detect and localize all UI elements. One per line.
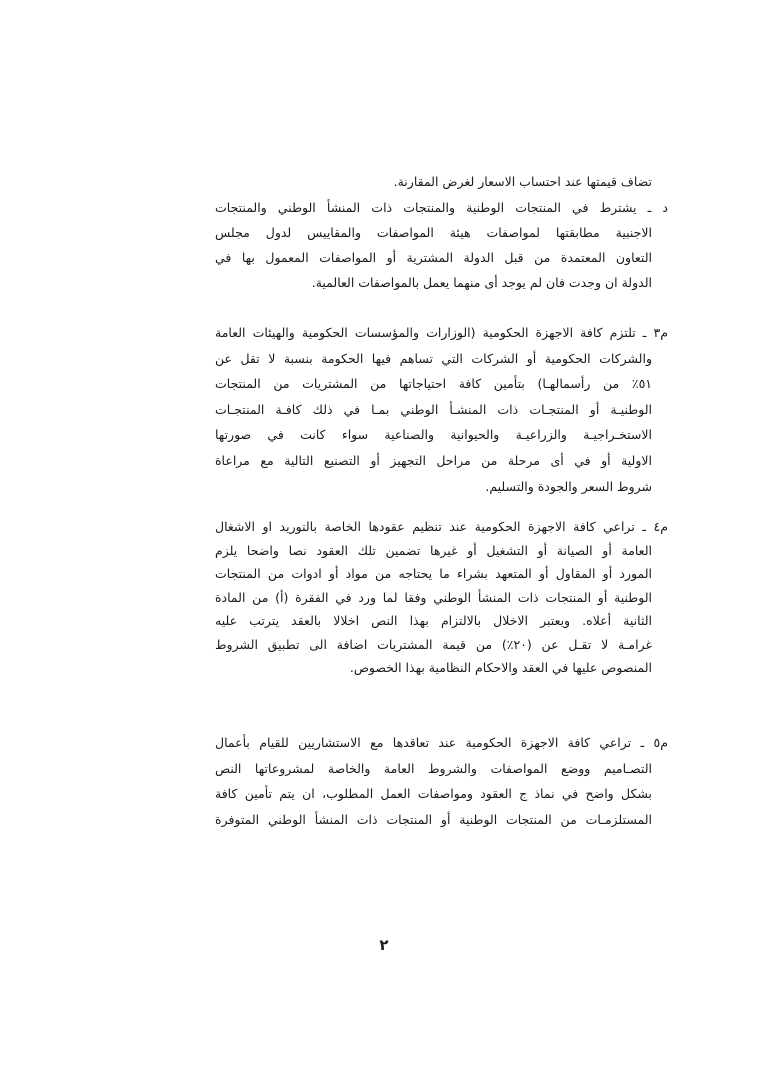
text-line: غرامـة لا تقـل عن (٢٠٪) من قيمة المشتريات اضافة الى تطبيق الشروط bbox=[215, 636, 652, 652]
text-line: د ـ يشترط في المنتجات الوطنية والمنتجات ذات المنشأ الوطني والمنتجات bbox=[215, 200, 668, 215]
text-line: الثانية أعلاه. ويعتبر الاخلال بالالتزام بهذا النص اخلالا بالعقد يترتب عليه bbox=[215, 613, 652, 628]
text-line: م٤ ـ تراعي كافة الاجهزة الحكومية عند تنظيم عقودها الخاصة بالتوريد او الاشغال bbox=[215, 519, 668, 534]
text-line: الوطنيـة أو المنتجـات ذات المنشـأ الوطني بمـا في ذلك كافـة المنتجـات bbox=[215, 401, 652, 417]
text-line: المستلزمـات من المنتجات الوطنية أو المنتجات ذات المنشأ الوطني المتوفرة bbox=[215, 811, 652, 827]
text-line: الدولة ان وجدت فان لم يوجد أى منهما يعمل بالمواصفات العالمية. bbox=[311, 275, 652, 290]
text-line: والشركات الحكومية أو الشركات التي تساهم فيها الحكومة بنسبة لا تقل عن bbox=[215, 350, 652, 366]
page-number: ٢ bbox=[379, 936, 389, 954]
text-line: التعاون المعتمدة من قبل الدولة المشترية أو المواصفات المعمول بها في bbox=[215, 250, 652, 265]
text-line: المنصوص عليها في العقد والاحكام النظامية بهذا الخصوص. bbox=[349, 660, 652, 675]
text-line: الوطنية أو المنتجات ذات المنشأ الوطني وفقا لما ورد في الفقرة (أ) من المادة bbox=[215, 589, 652, 605]
text-line: بشكل واضح في نماذ ج العقود ومواصفات العمل المطلوب، ان يتم تأمين كافة bbox=[215, 786, 652, 802]
text-line: الاولية أو في أى مرحلة من مراحل التجهيز أو التصنيع التالية مع مراعاة bbox=[215, 453, 652, 468]
text-line: م٥ ـ تراعي كافة الاجهزة الحكومية عند تعاقدها مع الاستشاريين للقيام بأعمال bbox=[215, 735, 668, 750]
text-line: التصـاميم ووضع المواصفات والشروط العامة والخاصة لمشروعاتها النص bbox=[215, 760, 652, 776]
text-line: المورد أو المقاول أو المتعهد بشراء ما يحتاجه من مواد أو ادوات من المنتجات bbox=[215, 566, 652, 581]
text-line: الاجنبية مطابقتها لمواصفات هيئة المواصفات والمقاييس لدول مجلس bbox=[215, 225, 652, 240]
text-line: ٥١٪ من رأسمالهـا) بتأمين كافة احتياجاتها من المشتريات من المنتجات bbox=[215, 376, 652, 392]
text-line: شروط السعر والجودة والتسليم. bbox=[485, 478, 652, 494]
text-line: الاستخـراجيـة والزراعيـة والحيوانية والصناعية سواء كانت في صورتها bbox=[215, 427, 652, 443]
text-line: العامة أو الصيانة أو التشغيل أو غيرها تضمين تلك العقود نصا واضحا يلزم bbox=[215, 542, 652, 558]
text-line: م٣ ـ تلتزم كافة الاجهزة الحكومية (الوزارات والمؤسسات الحكومية والهيئات العامة bbox=[215, 325, 668, 340]
text-line: تضاف قيمتها عند احتساب الاسعار لغرض المقارنة. bbox=[393, 174, 652, 189]
